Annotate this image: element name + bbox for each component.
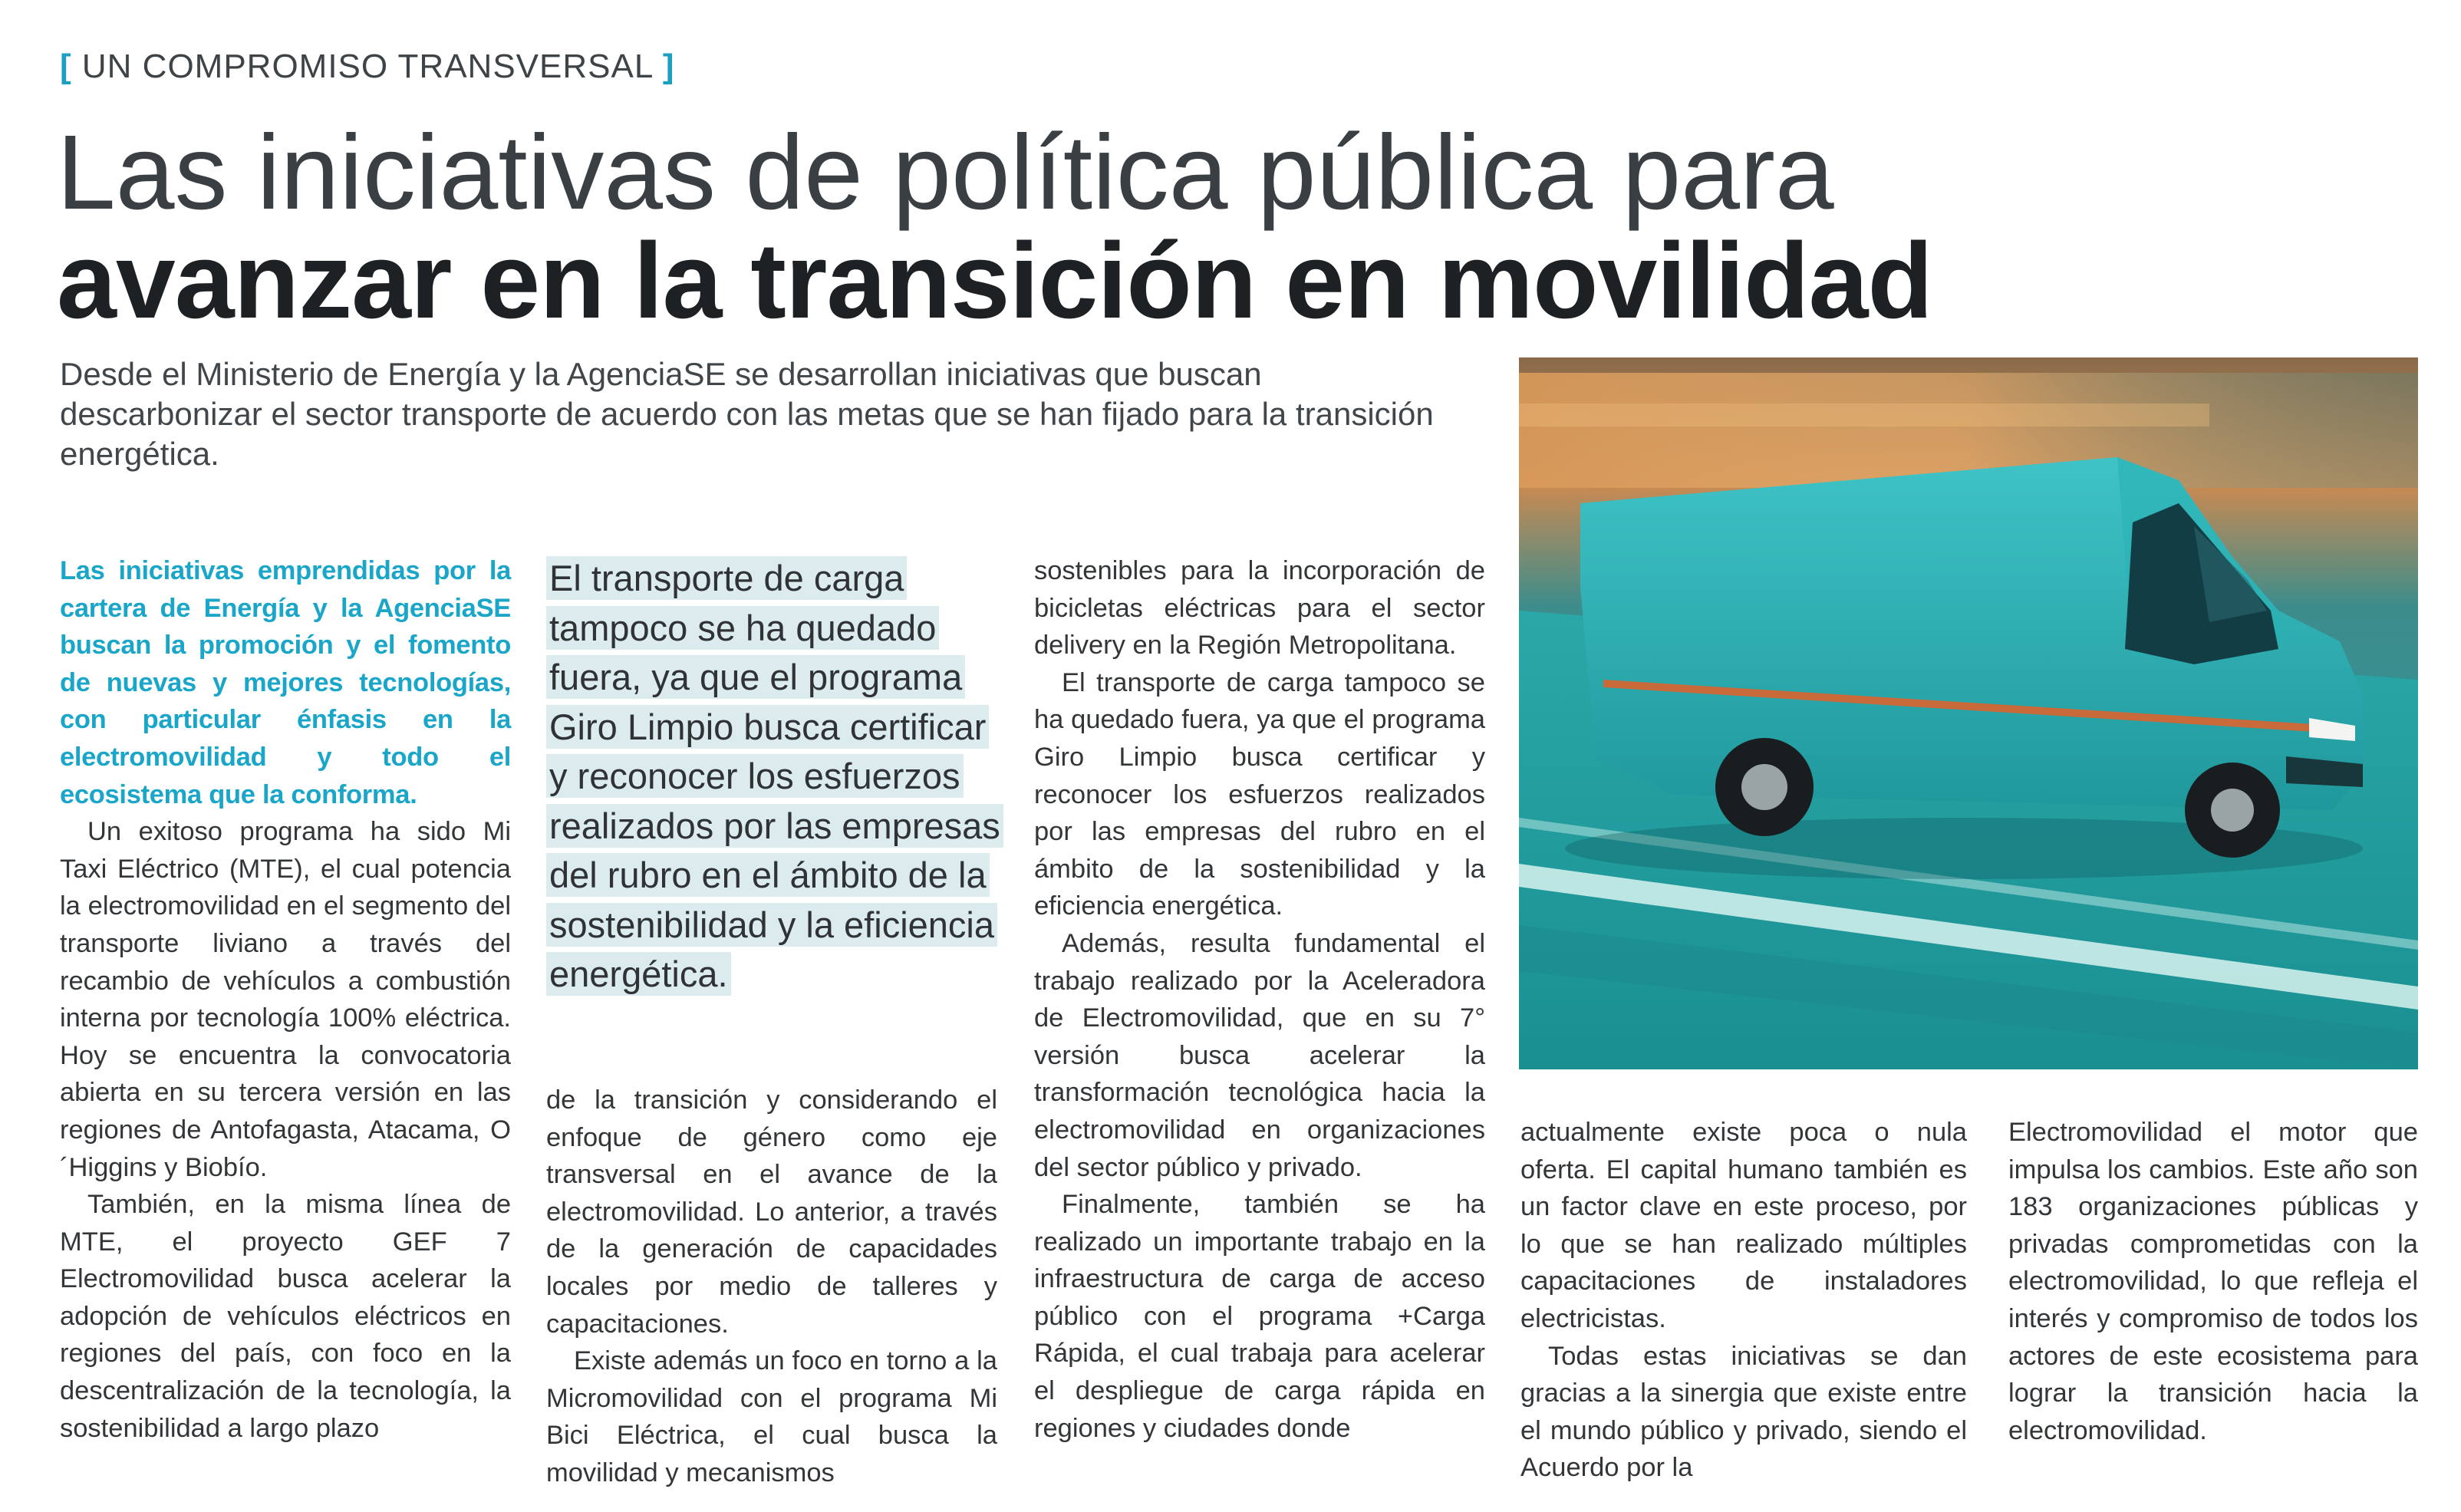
headline-line-1: Las iniciativas de política pública para [57, 114, 1834, 232]
section-kicker [60, 48, 675, 86]
kicker-bracket-close: ] [662, 48, 675, 85]
body-paragraph: de la transición y considerando el enfoque de género como eje transversal en el avance de la electromovilidad. Lo anterior, a través de la generación de capacidades locales por medio de talleres y capacitaciones. [546, 1085, 997, 1339]
kicker-bracket-open: [ [60, 48, 72, 85]
headline-line-2: avanzar en la transición en movilidad [57, 220, 1932, 341]
van-photo-illustration [1519, 357, 2418, 1069]
body-paragraph: Existe además un foco en torno a la Micromovilidad con el programa Mi Bici Eléctrica, el cual busca la movilidad y mecanismos [546, 1346, 997, 1487]
body-column-5 [2008, 1114, 2418, 1449]
body-column-1 [60, 552, 511, 1447]
van-photo [1519, 357, 2418, 1069]
lead-paragraph: Desde el Ministerio de Energía y la AgenciaSE se desarrollan iniciativas que buscan descarbonizar el sector transporte de acuerdo con las metas que se han fijado para la transición energética. [60, 356, 1434, 472]
body-paragraph: Finalmente, también se ha realizado un importante trabajo en la infraestructura de carga de acceso público con el programa +Carga Rápida, el cual trabaja para acelerar el despliegue de carga rápida en regiones y ciudades donde [1034, 1190, 1485, 1443]
body-column-2 [546, 1082, 997, 1492]
body-column-4 [1520, 1114, 1967, 1487]
body-paragraph: Un exitoso programa ha sido Mi Taxi Eléctrico (MTE), el cual potencia la electromovilidad en el segmento del transporte liviano a través del recambio de vehículos a combustión interna por tecnología 100% eléctrica. Hoy se encuentra la convocatoria abierta en su tercera versión en las regiones de Antofagasta, Atacama, O´Higgins y Biobío. [60, 817, 511, 1182]
body-paragraph: sostenibles para la incorporación de bicicletas eléctricas para el sector delivery en la Región Metropolitana. [1034, 556, 1485, 660]
body-paragraph: El transporte de carga tampoco se ha quedado fuera, ya que el programa Giro Limpio busca certificar y reconocer los esfuerzos realizados por las empresas del rubro en el ámbito de la sostenibilidad y la eficiencia energética. [1034, 667, 1485, 921]
body-paragraph: También, en la misma línea de MTE, el proyecto GEF 7 Electromovilidad busca acelerar la adopción de vehículos eléctricos en regiones del país, con foco en la descentralización de la tecnología, la sostenibilidad a largo plazo [60, 1190, 511, 1443]
kicker-text: UN COMPROMISO TRANSVERSAL [81, 48, 653, 85]
body-paragraph: Electromovilidad el motor que impulsa los cambios. Este año son 183 organizaciones públicas y privadas comprometidas con la electromovilidad, lo que refleja el interés y compromiso de todos los actores de este ecosistema para lograr la transición hacia la electromovilidad. [2008, 1118, 2418, 1445]
body-column-3 [1034, 552, 1485, 1447]
body-paragraph: actualmente existe poca o nula oferta. El capital humano también es un factor clave en este proceso, por lo que se han realizado múltiples capacitaciones de instaladores electricistas. [1520, 1118, 1967, 1333]
body-paragraph: Además, resulta fundamental el trabajo realizado por la Aceleradora de Electromovilidad, que en su 7° versión busca acelerar la transformación tecnológica hacia la electromovilidad en organizaciones del sector público y privado. [1034, 928, 1485, 1182]
body-paragraph: Todas estas iniciativas se dan gracias a la sinergia que existe entre el mundo público y privado, siendo el Acuerdo por la [1520, 1341, 1967, 1483]
intro-paragraph: Las iniciativas emprendidas por la cartera de Energía y la AgenciaSE buscan la promoción y el fomento de nuevas y mejores tecnologías, con particular énfasis en la electromovilidad y todo el ecosistema que la conforma. [60, 556, 511, 809]
pull-quote [546, 554, 1006, 1000]
pull-quote-text: El transporte de carga tampoco se ha quedado fuera, ya que el programa Giro Limpio busca certificar y reconocer los esfuerzos realizados por las empresas del rubro en el ámbito de la sostenibilidad y la eficiencia energética. [546, 556, 1003, 996]
